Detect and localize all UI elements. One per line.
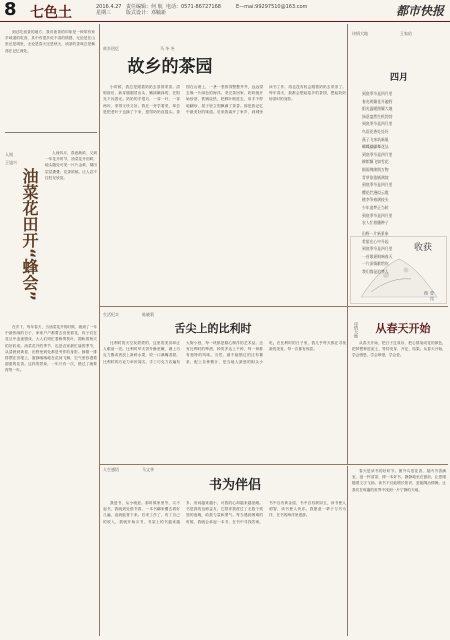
poem-line: 柳絮飘飞如雪花 (362, 159, 389, 165)
divider (5, 132, 97, 133)
poem-line: 到底季节是四月里 (362, 121, 393, 127)
book-title: 书为伴侣 (208, 478, 261, 493)
belgium-body (103, 340, 346, 462)
poem-line: 希望在心中升起 (362, 238, 389, 244)
editor-block (126, 4, 166, 16)
belgium-byline: 陈晓莉 (142, 312, 154, 317)
masthead (0, 0, 450, 22)
vertical-title (20, 168, 38, 301)
belgium-title: 舌尖上的比利时 (174, 322, 252, 335)
section-name: 七色土 (30, 5, 72, 21)
left-byline: 王旭兴 (5, 160, 17, 165)
april-poem-cont (362, 230, 446, 320)
belgium-body-text: 比利时的天空灰蒙蒙的，这里的美食却让人眼前一亮。比利时华夫饼外酥里嫩，淋上巧克力酱或者放上新鲜水果，咬一口满嘴香甜。比利时的巧克力举世闻名，手工巧克力店遍布大街小巷，每一块都是精心制作的艺术品。还有比利时的啤酒，种类多达上千种，每一种都有独特的风味。当然，最不能错过的还有薯条，配上各种酱汁，是当地人最爱的街头小吃。在比利时的日子里，我几乎每天都在寻找新的美食，每一次都有惊喜。 (103, 341, 346, 364)
april-title: 四月 (389, 73, 408, 83)
weekday: 星期三 (96, 10, 112, 16)
april-poem (362, 90, 446, 230)
poem-line: 蝴蝶翩翩舞花丛 (362, 144, 389, 150)
poem-line: 青草依依铺满坡 (362, 174, 389, 180)
poem-line: 桃李争春满枝头 (362, 197, 389, 203)
poem-line: 一首歌谣唱响春天 (362, 253, 393, 259)
poem-line: 少年追梦正当时 (362, 204, 389, 210)
book-byline: 马文华 (142, 467, 154, 472)
april-tag: 诗情大地 (352, 31, 368, 36)
poem-line: 到底季节是四月里 (362, 91, 393, 96)
poem-line: 春光明媚花开遍野 (362, 98, 393, 104)
spring-body-text: 从春天开始，把日子过成诗，把心情染成花的颜色，把梦想种进泥土，等待发芽、开花、结果。从春天开始，学会感恩，学会珍惜，学会爱。 (352, 341, 446, 358)
left-pull-quote-text: 人间四月，春意渐浓，又到一年花开时节，油菜花开田畔，地头随处可见一片片金黄，梯田层层叠叠，花香浓郁，让人忍不住驻足欣赏。 (45, 151, 97, 180)
book-body (103, 500, 346, 636)
column-rule (347, 24, 348, 464)
poem-line: 鸟语花香处处好 (362, 128, 389, 134)
spring-body (352, 340, 446, 460)
page-number: 8 (4, 0, 17, 20)
spring-title: 从春天开始 (375, 322, 431, 335)
left-pull-quote (45, 150, 97, 320)
tea-body-text: 小时候，我总是跟着奶奶去茶园采茶。清明前后，新芽刚刚冒出头，嫩绿嫩绿的，在阳光下闪着光。奶奶的手很巧，一芽一叶，一芽两叶，采得又快又好。我在一旁学着采，却总是把老叶子也摘了下来，惹得奶奶直摇头。茶园在山坡上，一垄一垄排得整整齐齐，远远望去像一片绿色的海洋。采完茶回家，奶奶就开始炒茶，铁锅烧热，把鲜叶倒进去，用手不停地翻炒，屋子里立刻飘满了茶香。那是我记忆中最美好的味道。后来我离开了家乡，到城里读书工作，再也没有机会跟着奶奶去采茶了。每年春天，我都会想起故乡的茶园，想起奶奶炒茶时的身影。 (103, 85, 346, 114)
poem-line: 到底季节是四月里 (362, 182, 393, 188)
tea-byline: 马 冬 冬 (160, 46, 175, 51)
date-block (96, 4, 121, 16)
tea-title: 故乡的茶园 (127, 57, 213, 77)
april-byline: 王家佑 (400, 31, 412, 36)
left-body (5, 324, 97, 636)
poem-line: 绿意盎然生机勃勃 (362, 113, 393, 119)
poem-line: 细雨绵绵润万物 (362, 166, 389, 172)
date: 2016.4.27 (96, 4, 122, 10)
tea-tag: 故乡回忆 (103, 46, 119, 51)
poem-line: 田野一片新景象 (362, 231, 389, 236)
vertical-title-text: 油菜花田开“蜂会” (20, 168, 39, 302)
divider (100, 464, 448, 465)
poem-line: 燕子飞来筑新巢 (362, 136, 389, 142)
poem-line: 我们都是追梦人 (362, 268, 389, 274)
poem-line: 阳光温暖照耀大地 (362, 106, 393, 112)
column-rule (99, 24, 100, 636)
tea-body (103, 84, 346, 234)
newspaper-logo: 都市快报 (395, 4, 444, 18)
left-body-text: 在乡下，每年春天，当油菜花开的时候，就到了一年中最热闹的日子，家家户户都要去田里看花，孩子们在花丛中追逐嬉戏，大人们则忙着修剪枝叶，期盼着秋天的好收成。油菜花开的季节，也是农家最忙碌的季节，从清晨到黄昏，田野里到处都是劳作的身影。蜂箱一排排摆在田埂上，蜜蜂嗡嗡地在花间飞舞，空气里弥漫着甜甜的花香。这样的景象，一年只有一次，错过了就要再等一年。 (5, 325, 97, 373)
left-intro (5, 29, 95, 129)
left-intro-text: 到过吃油茶的地方，我对油茶的印象是一种带有家乡味道的吃食，其中有很多说不清的情感，无论是在山里还是城里，无论是春天还是秋天，油茶的香味总是飘荡在记忆深处。 (5, 30, 95, 53)
design: 版式设计：邓毓新 (126, 10, 167, 16)
poem-line: 到底季节是四月里 (362, 151, 393, 157)
photo-caption: 收获 (414, 243, 433, 253)
editors: 责任编辑：何 航 (126, 4, 163, 10)
left-tag: 人间 (5, 152, 13, 157)
right-bottom-body (352, 468, 446, 636)
right-bottom-text: 春天是读书的好时节。窗外鸟语花香，屋内书香满室，泡一杯清茶，捧一本好书，静静地坐在窗前，让思绪随着文字飞扬。读书不仅能增长知识，更能陶冶情操，让我们在喧嚣的世界中找到一片宁静的天地。 (352, 469, 446, 492)
poem-line: 到底季节是四月里 (362, 246, 393, 252)
column-rule (347, 466, 348, 636)
book-body-text: 我爱书，从小就爱。那时候家里穷，买不起书，我就到处借书看，一本书翻来覆去看好几遍，直到能背下来。后来工作了，有了自己的收入，我就开始买书，书架上的书越来越多，房间越来越小，可我的心却越来越宽敞。书是我的良师益友，它陪伴我度过了无数个孤独的夜晚，给我力量和勇气。每当遇到困难的时候，我就会拿起一本书，在书中寻找答案。书中自有黄金屋，书中自有颜如玉，读书使人明智，读书使人快乐。我愿意一辈子与书为伴，在书的海洋里遨游。 (103, 501, 346, 524)
belgium-tag: 生活纪实 (103, 312, 119, 317)
poem-line: 到底季节是四月里 (362, 212, 393, 218)
contact-phone: 电话：0571-86727168 (166, 4, 221, 10)
poem-line: 一片深情献给你 (362, 261, 389, 267)
book-tag: 人生感悟 (103, 467, 119, 472)
poem-line: 樱花烂漫似云霞 (362, 189, 389, 195)
poem-line: 农人忙着播种子 (362, 220, 389, 226)
contact-email: E—mai:99297510@163.com (236, 4, 308, 10)
spring-tag: 诗情大地 (354, 322, 359, 338)
photo-credit: 曹 滢 摄 (424, 291, 435, 301)
